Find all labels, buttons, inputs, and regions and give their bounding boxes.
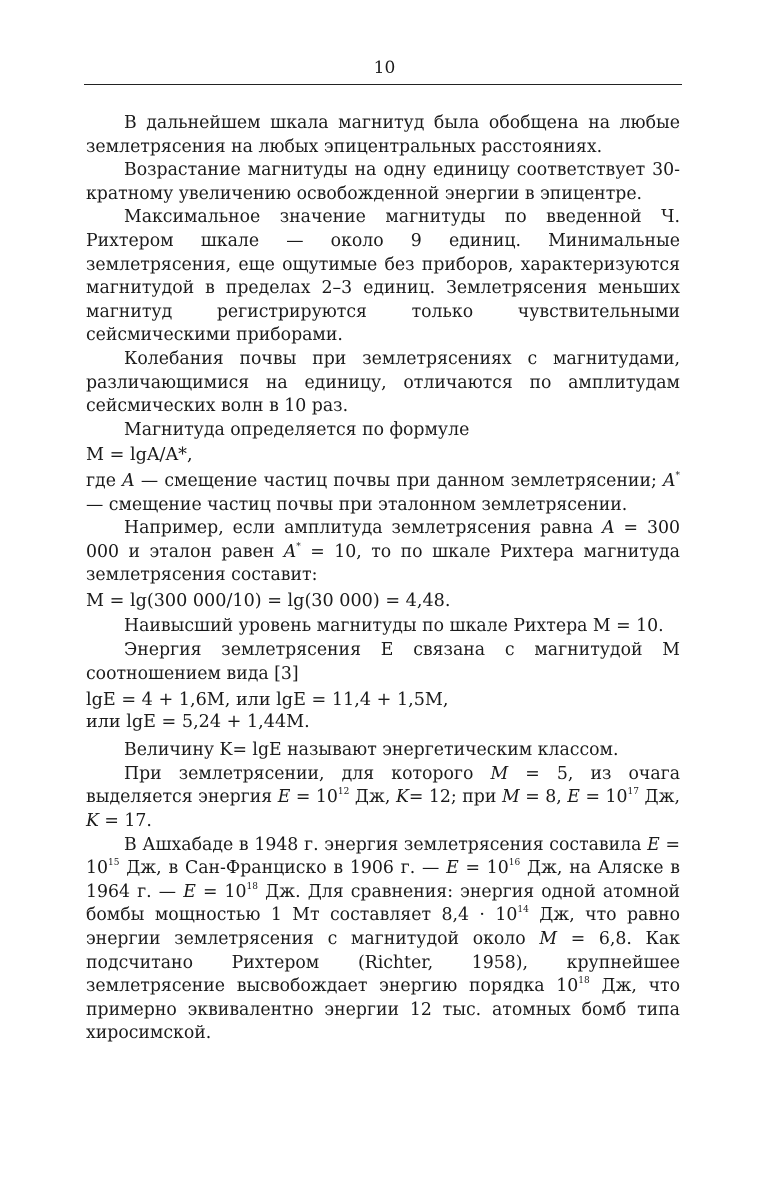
paragraph: где A — смещение частиц почвы при данном землетрясении; A* — смещение частиц почвы при эталонном землетрясении. bbox=[86, 470, 680, 515]
paragraph: В Ашхабаде в 1948 г. энергия землетрясения составила $E = 10^{15}$ Дж, в Сан-Франциско в 1906 г. — $E = 10^{16}$ Дж, на Аляске в 1964 г. — $E = 10^{18}$ Дж. Для сравнения: энергия одной атомной бомбы мощностью 1 Мт составляет $8,4 \cdot 10^{14}$ Дж, что равно энергии землетрясения с магнитудой около M = 6,8. Как подсчитано Рихтером (Richter, 1958), крупнейшее землетрясение высвобождает энергию порядка $10^{18}$ Дж, что примерно эквивалентно энергии 12 тыс. атомных бомб типа хиросимской. bbox=[86, 834, 681, 1044]
formula-energy-line1: lgE = 4 + 1,6M, или lgE = 11,4 + 1,5M, bbox=[86, 690, 449, 711]
paragraph: Магнитуда определяется по формуле bbox=[124, 419, 470, 440]
paragraph: Возрастание магнитуды на одну единицу соответствует 30-кратному увеличению освобожденной энергии в эпицентре. bbox=[86, 160, 680, 204]
paragraph: Колебания почвы при землетрясениях с магнитудами, различающимися на единицу, отличаются по амплитудам сейсмических волн в 10 раз. bbox=[86, 348, 680, 417]
paragraph: Максимальное значение магнитуды по введенной Ч. Рихтером шкале — около 9 единиц. Минимальные землетрясения, еще ощутимые без приборов, характеризуются магнитудой в пределах 2–3 единиц. Землетрясения меньших магнитуд регистрируются только чувствительными сейсмическими приборами. bbox=[86, 207, 680, 346]
header-rule bbox=[84, 84, 682, 85]
paragraph: Энергия землетрясения E связана с магнитудой M соотношением вида [3] bbox=[86, 640, 680, 684]
formula-example: M = lg(300 000/10) = lg(30 000) = 4,48. bbox=[86, 590, 451, 611]
formula-magnitude: M = lgA/A*, bbox=[86, 445, 193, 466]
body-text bbox=[86, 112, 680, 1046]
paragraph: Величину K= lgE называют энергетическим классом. bbox=[124, 740, 619, 761]
formula-energy-line2: или lgE = 5,24 + 1,44M. bbox=[86, 712, 310, 733]
page-number: 10 bbox=[373, 58, 396, 78]
paragraph: Например, если амплитуда землетрясения равна A = 300 000 и эталон равен A* = 10, то по шкале Рихтера магнитуда землетрясения составит: bbox=[86, 518, 681, 586]
paragraph: Наивысший уровень магнитуды по шкале Рихтера M = 10. bbox=[124, 616, 664, 637]
paragraph: При землетрясении, для которого M = 5, из очага выделяется энергия $E = 10^{12}$ Дж, K= 12; при M = 8, $E = 10^{17}$ Дж, K = 17. bbox=[86, 763, 680, 832]
paragraph: В дальнейшем шкала магнитуд была обобщена на любые землетрясения на любых эпицентральных расстояниях. bbox=[86, 113, 680, 157]
